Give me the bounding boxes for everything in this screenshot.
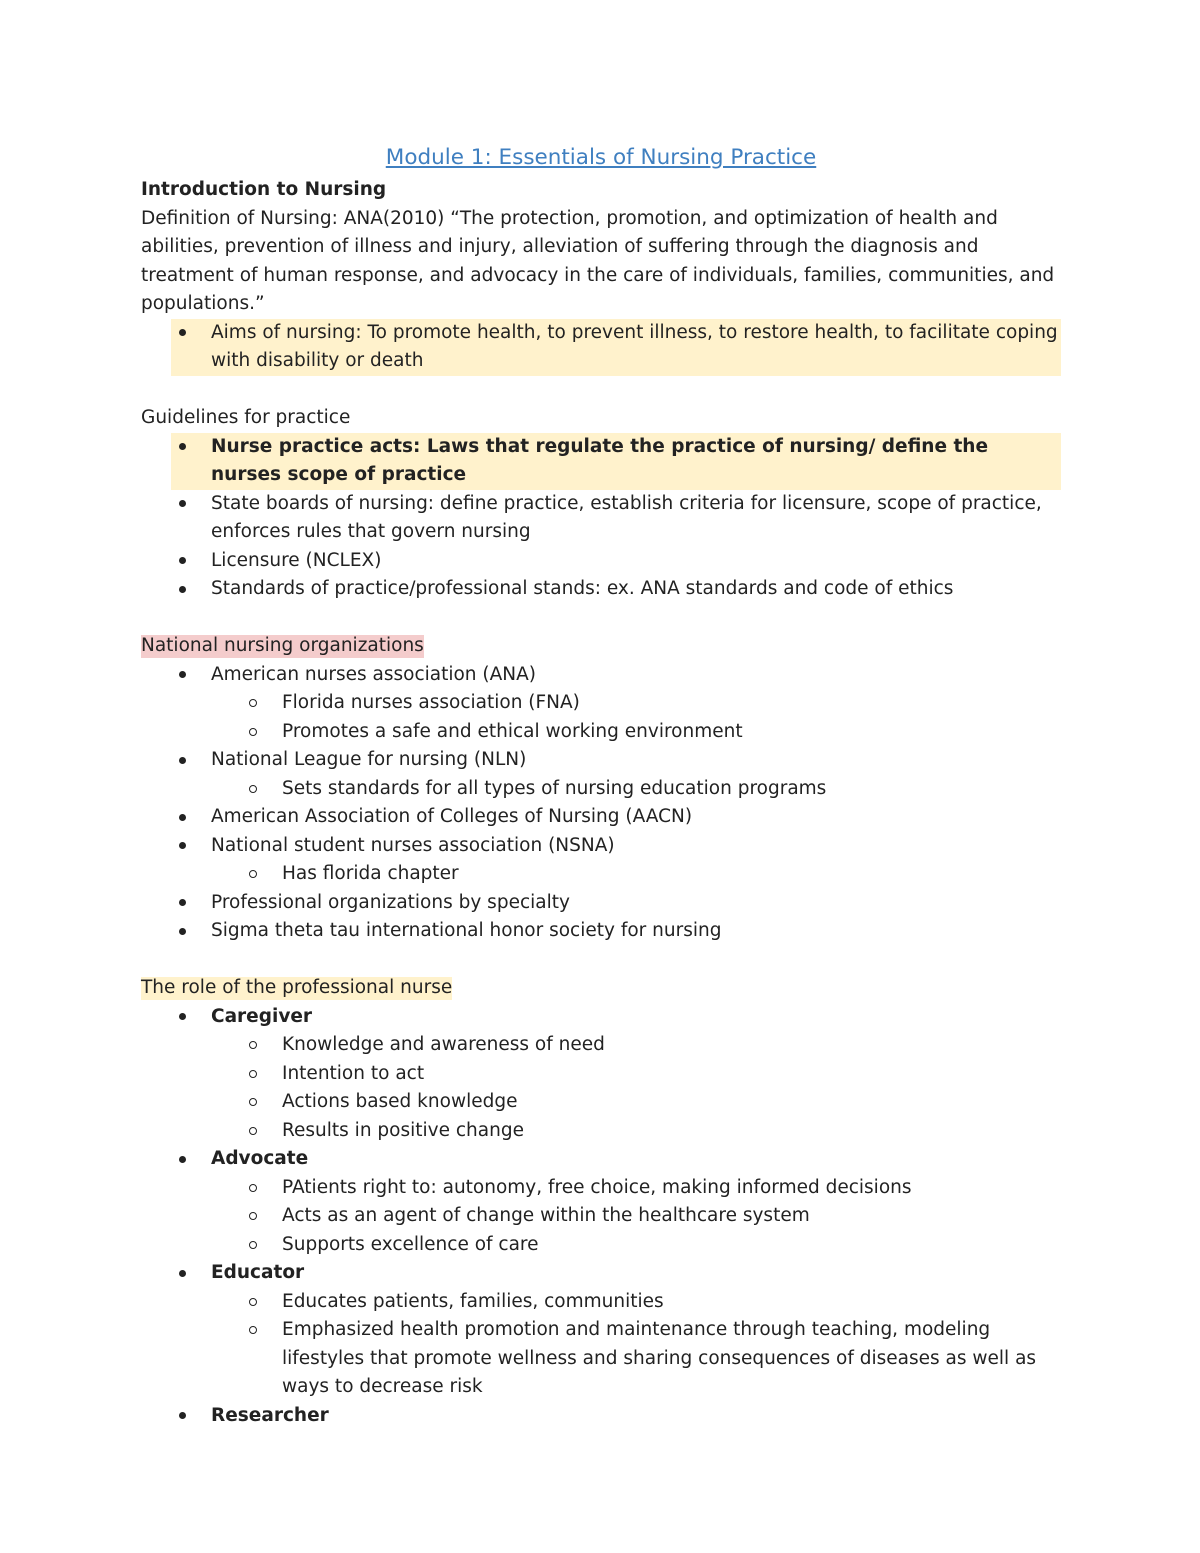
list-item-text: Promotes a safe and ethical working environment <box>282 720 743 742</box>
list-item-text: Educates patients, families, communities <box>282 1290 664 1312</box>
circle-bullet-icon <box>248 1174 258 1202</box>
list-item <box>141 917 1061 946</box>
sub-list-item <box>141 1117 1061 1146</box>
list-item <box>141 1402 1061 1431</box>
bullet-icon <box>177 746 187 774</box>
organizations-heading: National nursing organizations <box>141 635 424 656</box>
list-item-text: Professional organizations by specialty <box>211 891 570 913</box>
sub-list-item <box>141 1060 1061 1089</box>
list-item-text: Standards of practice/professional stands: ex. ANA standards and code of ethics <box>211 578 954 599</box>
list-item-text: Educator <box>211 1262 305 1283</box>
bullet-icon <box>177 1003 187 1031</box>
roles-list <box>141 1003 1061 1431</box>
page-title: Module 1: Essentials of Nursing Practice <box>385 145 817 170</box>
bullet-icon <box>177 1259 187 1287</box>
circle-bullet-icon <box>248 1117 258 1145</box>
sub-list-item <box>141 718 1061 747</box>
circle-bullet-icon <box>248 1316 258 1344</box>
sub-list-item <box>141 1231 1061 1260</box>
list-item <box>141 889 1061 918</box>
list-item-text: Licensure (NCLEX) <box>211 549 382 571</box>
list-item <box>141 661 1061 690</box>
list-item-text: Emphasized health promotion and maintenance through teaching, modeling lifestyles that promote wellness and sharing consequences of diseases as well as ways to decrease risk <box>282 1319 1037 1397</box>
list-item-text: Advocate <box>211 1148 309 1169</box>
list-item <box>141 1003 1061 1032</box>
bullet-icon <box>177 832 187 860</box>
sub-list-item <box>141 1288 1061 1317</box>
list-item <box>171 433 1061 490</box>
list-item-text: Nurse practice acts: Laws that regulate the practice of nursing/ define the nurses scope of practice <box>211 435 989 485</box>
list-item-text: American Association of Colleges of Nursing (AACN) <box>211 806 693 827</box>
list-item <box>141 575 1061 604</box>
list-item-text: Sets standards for all types of nursing education programs <box>282 777 827 799</box>
sub-list-item <box>141 1174 1061 1203</box>
list-item-text: State boards of nursing: define practice, establish criteria for licensure, scope of practice, enforces rules that govern nursing <box>211 492 1042 542</box>
bullet-icon <box>177 1402 187 1430</box>
definition-text: Definition of Nursing: ANA(2010) “The protection, promotion, and optimization of health and abilities, prevention of illness and injury, alleviation of suffering through the diagnosis and treatment of human response, and advocacy in the care of individuals, families, communities, and populations.” <box>141 207 1055 314</box>
bullet-icon <box>177 661 187 689</box>
list-item-text: National League for nursing (NLN) <box>211 749 527 770</box>
circle-bullet-icon <box>248 1202 258 1230</box>
circle-bullet-icon <box>248 1060 258 1088</box>
circle-bullet-icon <box>248 775 258 803</box>
list-item-text: Florida nurses association (FNA) <box>282 692 580 713</box>
list-item-text: Sigma theta tau international honor society for nursing <box>211 920 722 941</box>
bullet-icon <box>177 889 187 917</box>
list-item-text: Intention to act <box>282 1062 425 1084</box>
list-item-text: Has florida chapter <box>282 863 459 884</box>
list-item <box>141 490 1061 547</box>
list-item-text: Actions based knowledge <box>282 1091 518 1112</box>
sub-list-item <box>141 1202 1061 1231</box>
circle-bullet-icon <box>248 1288 258 1316</box>
bullet-icon <box>177 319 187 347</box>
list-item-text: Researcher <box>211 1404 329 1426</box>
list-item-text: National student nurses association (NSNA) <box>211 834 615 856</box>
list-item <box>141 1259 1061 1288</box>
list-item-text: Acts as an agent of change within the healthcare system <box>282 1205 810 1226</box>
sub-list-item <box>141 775 1061 804</box>
list-item <box>141 803 1061 832</box>
bullet-icon <box>177 547 187 575</box>
list-item-text: American nurses association (ANA) <box>211 663 536 685</box>
intro-list <box>141 319 1061 376</box>
guidelines-list <box>141 433 1061 604</box>
sub-list-item <box>141 1316 1061 1402</box>
intro-heading: Introduction to Nursing <box>141 179 387 200</box>
circle-bullet-icon <box>248 689 258 717</box>
list-item-text: Caregiver <box>211 1005 313 1027</box>
bullet-icon <box>177 575 187 603</box>
list-item-text: Knowledge and awareness of need <box>282 1034 605 1055</box>
circle-bullet-icon <box>248 718 258 746</box>
sub-list-item <box>141 689 1061 718</box>
list-item-text: PAtients right to: autonomy, free choice, making informed decisions <box>282 1176 912 1198</box>
circle-bullet-icon <box>248 1031 258 1059</box>
bullet-icon <box>177 490 187 518</box>
bullet-icon <box>177 917 187 945</box>
circle-bullet-icon <box>248 860 258 888</box>
guidelines-heading: Guidelines for practice <box>141 407 351 428</box>
sub-list-item <box>141 1088 1061 1117</box>
bullet-icon <box>177 1145 187 1173</box>
sub-list-item <box>141 860 1061 889</box>
bullet-icon <box>177 433 187 461</box>
roles-heading: The role of the professional nurse <box>141 977 453 998</box>
list-item-text: Results in positive change <box>282 1119 524 1141</box>
list-item <box>141 1145 1061 1174</box>
list-item <box>141 832 1061 861</box>
sub-list-item <box>141 1031 1061 1060</box>
organizations-list <box>141 661 1061 946</box>
list-item <box>171 319 1061 376</box>
list-item <box>141 547 1061 576</box>
aims-text: Aims of nursing: To promote health, to prevent illness, to restore health, to facilitate coping with disability or death <box>211 321 1058 371</box>
bullet-icon <box>177 803 187 831</box>
document-page <box>141 143 1061 1430</box>
circle-bullet-icon <box>248 1088 258 1116</box>
list-item <box>141 746 1061 775</box>
circle-bullet-icon <box>248 1231 258 1259</box>
list-item-text: Supports excellence of care <box>282 1233 539 1255</box>
